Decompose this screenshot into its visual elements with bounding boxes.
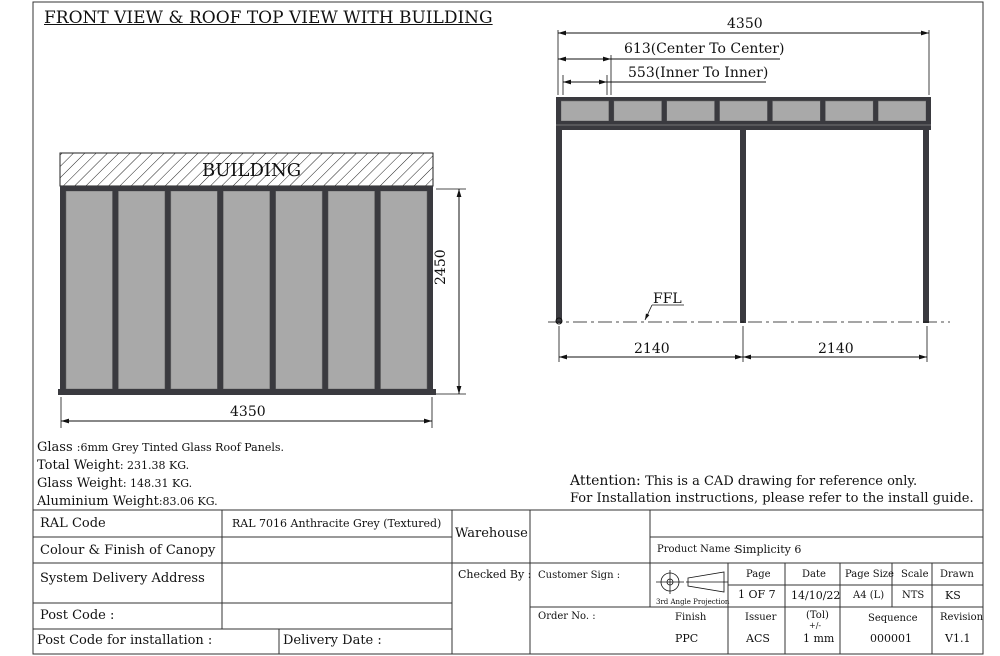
page-label: Page	[746, 569, 771, 580]
roof-rafter	[926, 101, 931, 121]
front-mullion	[112, 191, 118, 389]
product-name-value: Simplicity 6	[735, 543, 802, 556]
attention-text: This is a CAD drawing for reference only.	[645, 474, 918, 489]
side-post-middle	[740, 130, 746, 323]
alu-weight-value: :83.06 KG.	[158, 495, 218, 508]
attention-label: Attention:	[570, 473, 641, 489]
roof-rafter	[820, 101, 825, 121]
sequence-value: 000001	[870, 632, 912, 645]
span-right-text: 2140	[818, 341, 854, 357]
roof-glass-segment	[825, 101, 873, 121]
front-mullion	[322, 191, 328, 389]
issuer-label: Issuer	[745, 612, 777, 623]
total-weight-label: Total Weight	[37, 458, 120, 473]
page-size-label: Page Size	[845, 569, 894, 580]
order-no-label: Order No. :	[538, 611, 596, 622]
side-post-right	[923, 130, 929, 323]
page-size-value: A4 (L)	[853, 590, 885, 601]
front-mullion	[375, 191, 381, 389]
tol-value: 1 mm	[803, 632, 835, 645]
front-width-dim-text: 4350	[230, 404, 266, 420]
roof-glass-segment	[720, 101, 768, 121]
front-mullion	[217, 191, 223, 389]
system-delivery-label: System Delivery Address	[40, 571, 205, 586]
glass-panel	[328, 191, 374, 389]
glass-panel	[223, 191, 269, 389]
product-name-label: Product Name :	[657, 544, 737, 555]
date-label: Date	[802, 569, 826, 580]
front-frame-bottom	[58, 389, 436, 395]
scale-value: NTS	[902, 590, 925, 601]
roof-bottom-rail	[556, 121, 931, 130]
issuer-value: ACS	[746, 632, 770, 645]
tol-label: (Tol)	[806, 610, 829, 621]
front-view	[58, 153, 466, 428]
post-code-label: Post Code :	[40, 608, 115, 623]
finish-value: PPC	[675, 632, 699, 645]
install-guide-note: For Installation instructions, please refer to the install guide.	[570, 491, 974, 506]
roof-rafter	[662, 101, 667, 121]
checked-by-label: Checked By :	[458, 568, 532, 581]
projection-label: 3rd Angle Projection	[656, 598, 730, 606]
post-code-install-label: Post Code for installation :	[37, 633, 213, 648]
inner-to-inner-text: 553(Inner To Inner)	[628, 65, 769, 81]
glass-panel	[66, 191, 112, 389]
material-notes	[37, 439, 284, 511]
front-frame-top	[60, 186, 433, 191]
front-height-dim-text: 2450	[433, 249, 449, 285]
glass-panels	[60, 191, 433, 389]
roof-glass-segments	[556, 101, 931, 121]
tol-plus-minus: +/-	[809, 621, 822, 630]
finish-label: Finish	[675, 612, 707, 623]
glass-value: :6mm Grey Tinted Glass Roof Panels.	[76, 441, 284, 454]
front-mullion	[270, 191, 276, 389]
roof-rafter	[873, 101, 878, 121]
roof-glass-segment	[667, 101, 715, 121]
revision-value: V1.1	[945, 632, 971, 645]
drawn-label: Drawn	[940, 569, 974, 580]
roof-glass-segment	[772, 101, 820, 121]
ral-code-label: RAL Code	[40, 516, 106, 531]
ral-code-value: RAL 7016 Anthracite Grey (Textured)	[232, 517, 442, 530]
glass-panel	[381, 191, 427, 389]
third-angle-projection-icon	[656, 570, 728, 594]
roof-rafter	[715, 101, 720, 121]
warehouse-label: Warehouse	[455, 526, 528, 541]
revision-label: Revision	[940, 612, 984, 623]
glass-panel	[171, 191, 217, 389]
roof-rafter	[767, 101, 772, 121]
total-weight-value: : 231.38 KG.	[119, 459, 190, 472]
front-mullion	[60, 191, 66, 389]
ffl-leader	[645, 305, 652, 320]
drawn-value: KS	[945, 589, 961, 602]
front-mullion	[165, 191, 171, 389]
roof-glass-segment	[561, 101, 609, 121]
center-to-center-text: 613(Center To Center)	[624, 41, 785, 57]
roof-glass-segment	[614, 101, 662, 121]
building-label: BUILDING	[202, 160, 302, 181]
scale-label: Scale	[901, 569, 929, 580]
glass-label: Glass	[37, 440, 73, 455]
side-post-left	[556, 130, 562, 323]
ffl-label: FFL	[653, 291, 682, 307]
glass-panel	[276, 191, 322, 389]
glass-weight-value: : 148.31 KG.	[122, 477, 193, 490]
roof-top-rail	[556, 97, 931, 101]
customer-sign-label: Customer Sign :	[538, 570, 621, 581]
sequence-label: Sequence	[868, 613, 918, 624]
span-left-text: 2140	[634, 341, 670, 357]
side-overall-dim-text: 4350	[727, 16, 763, 32]
roof-glass-segment	[878, 101, 926, 121]
date-value: 14/10/22	[791, 589, 841, 602]
front-mullion	[427, 191, 433, 389]
roof-rafter	[556, 101, 561, 121]
roof-rafter	[609, 101, 614, 121]
page-value: 1 OF 7	[738, 588, 776, 601]
drawing-title: FRONT VIEW & ROOF TOP VIEW WITH BUILDING	[44, 8, 493, 28]
alu-weight-label: Aluminium Weight	[37, 494, 159, 509]
glass-weight-label: Glass Weight	[37, 476, 123, 491]
delivery-date-label: Delivery Date :	[283, 633, 382, 648]
colour-finish-label: Colour & Finish of Canopy	[40, 543, 216, 558]
attention-note	[570, 472, 974, 508]
glass-panel	[118, 191, 164, 389]
